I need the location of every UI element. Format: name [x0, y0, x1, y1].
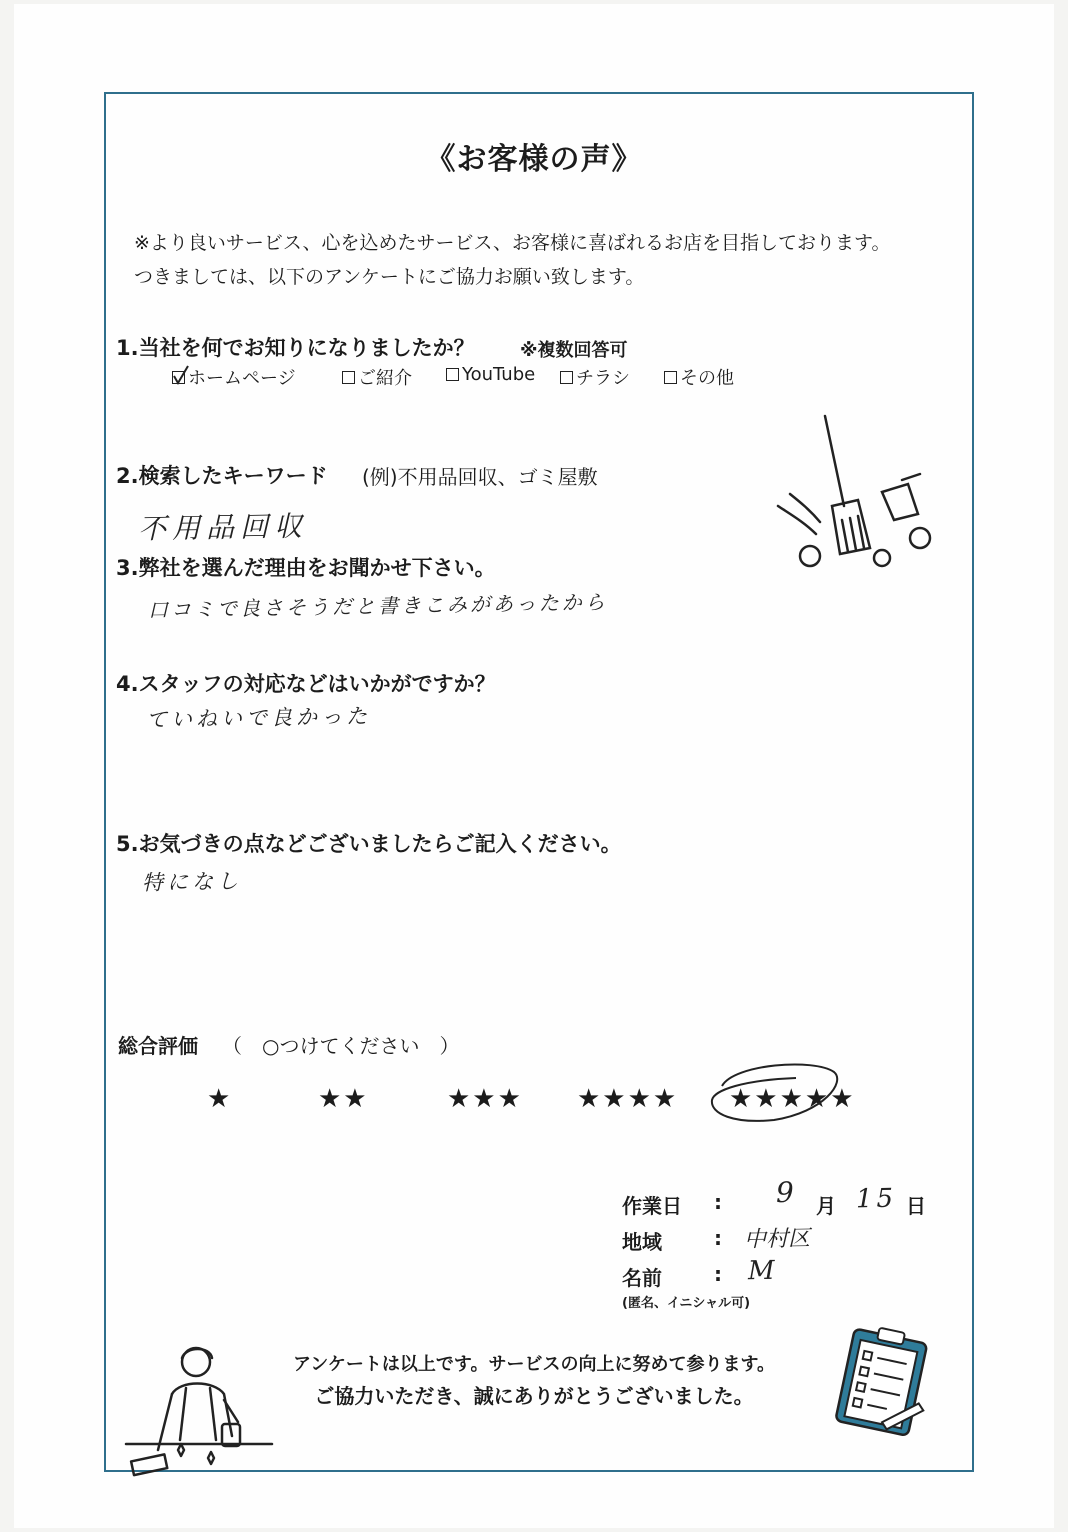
keyword-example: (例)不用品回収、ゴミ屋敷 — [362, 465, 598, 489]
rating-2-stars[interactable]: ★★ — [318, 1084, 369, 1114]
intro-line-2: つきましては、以下のアンケートにご協力お願い致します。 — [134, 266, 645, 288]
option-flyer[interactable] — [560, 364, 630, 390]
month-unit: 月 — [816, 1194, 836, 1218]
option-youtube[interactable] — [446, 364, 535, 385]
rating-circle-mark — [704, 1056, 844, 1132]
rating-instruction: （ ○つけてください ） — [222, 1034, 460, 1058]
colon: : — [714, 1190, 722, 1214]
page-title: 《お客様の声》 — [425, 142, 643, 177]
overall-rating-label: 総合評価 — [118, 1034, 198, 1058]
area-label: 地域 — [622, 1230, 662, 1254]
colon: : — [714, 1226, 722, 1250]
answer-3[interactable]: 口コミで良さそうだと書きこみがあったから — [147, 589, 609, 623]
area-value[interactable]: 中村区 — [743, 1226, 811, 1253]
checkbox[interactable] — [342, 371, 355, 384]
multiple-answer-note: ※複数回答可 — [520, 340, 628, 361]
answer-5[interactable]: 特になし — [141, 869, 243, 895]
option-label: チラシ — [576, 368, 630, 389]
option-other[interactable] — [664, 364, 734, 390]
rating-5-stars[interactable]: ★★★★★ — [729, 1084, 856, 1114]
question-1: 1.当社を何でお知りになりましたか？ — [116, 336, 475, 360]
rating-4-stars[interactable]: ★★★★ — [577, 1084, 679, 1114]
name-label: 名前 — [622, 1266, 662, 1290]
name-note: (匿名、イニシャル可) — [622, 1296, 751, 1311]
name-value[interactable]: M — [747, 1255, 775, 1287]
clipboard-checklist-illustration — [830, 1326, 940, 1442]
colon: : — [714, 1262, 722, 1286]
answer-4[interactable]: ていねいで良かった — [145, 704, 372, 732]
option-homepage[interactable] — [172, 364, 296, 390]
work-day[interactable]: 15 — [855, 1183, 898, 1215]
option-label: YouTube — [462, 364, 536, 385]
rating-1-star[interactable]: ★ — [207, 1084, 233, 1114]
closing-line-2: ご協力いただき、誠にありがとうございました。 — [314, 1384, 754, 1408]
checkbox[interactable] — [446, 368, 459, 381]
work-date-label: 作業日 — [622, 1194, 682, 1218]
work-month[interactable]: 9 — [775, 1175, 795, 1210]
question-3: 3.弊社を選んだ理由をお聞かせ下さい。 — [116, 556, 496, 580]
question-4: 4.スタッフの対応などはいかがですか？ — [116, 672, 496, 696]
checkbox[interactable] — [560, 371, 573, 384]
survey-frame — [104, 92, 974, 1472]
closing-line-1: アンケートは以上です。サービスの向上に努めて参ります。 — [292, 1354, 776, 1375]
option-label: ホームページ — [188, 368, 296, 389]
option-referral[interactable] — [342, 364, 412, 390]
day-unit: 日 — [906, 1194, 926, 1218]
checkbox[interactable] — [664, 371, 677, 384]
question-5: 5.お気づきの点などございましたらご記入ください。 — [116, 832, 622, 856]
question-2: 2.検索したキーワード — [116, 464, 328, 488]
option-label: その他 — [680, 368, 734, 389]
answer-2[interactable]: 不用品回収 — [137, 509, 309, 546]
option-label: ご紹介 — [358, 368, 412, 389]
broom-dustpan-illustration — [770, 410, 950, 580]
checkbox[interactable] — [172, 371, 185, 384]
intro-line-1: ※より良いサービス、心を込めたサービス、お客様に喜ばれるお店を目指しております。 — [134, 232, 891, 254]
rating-3-stars[interactable]: ★★★ — [447, 1084, 523, 1114]
cleaning-person-illustration — [120, 1340, 280, 1480]
